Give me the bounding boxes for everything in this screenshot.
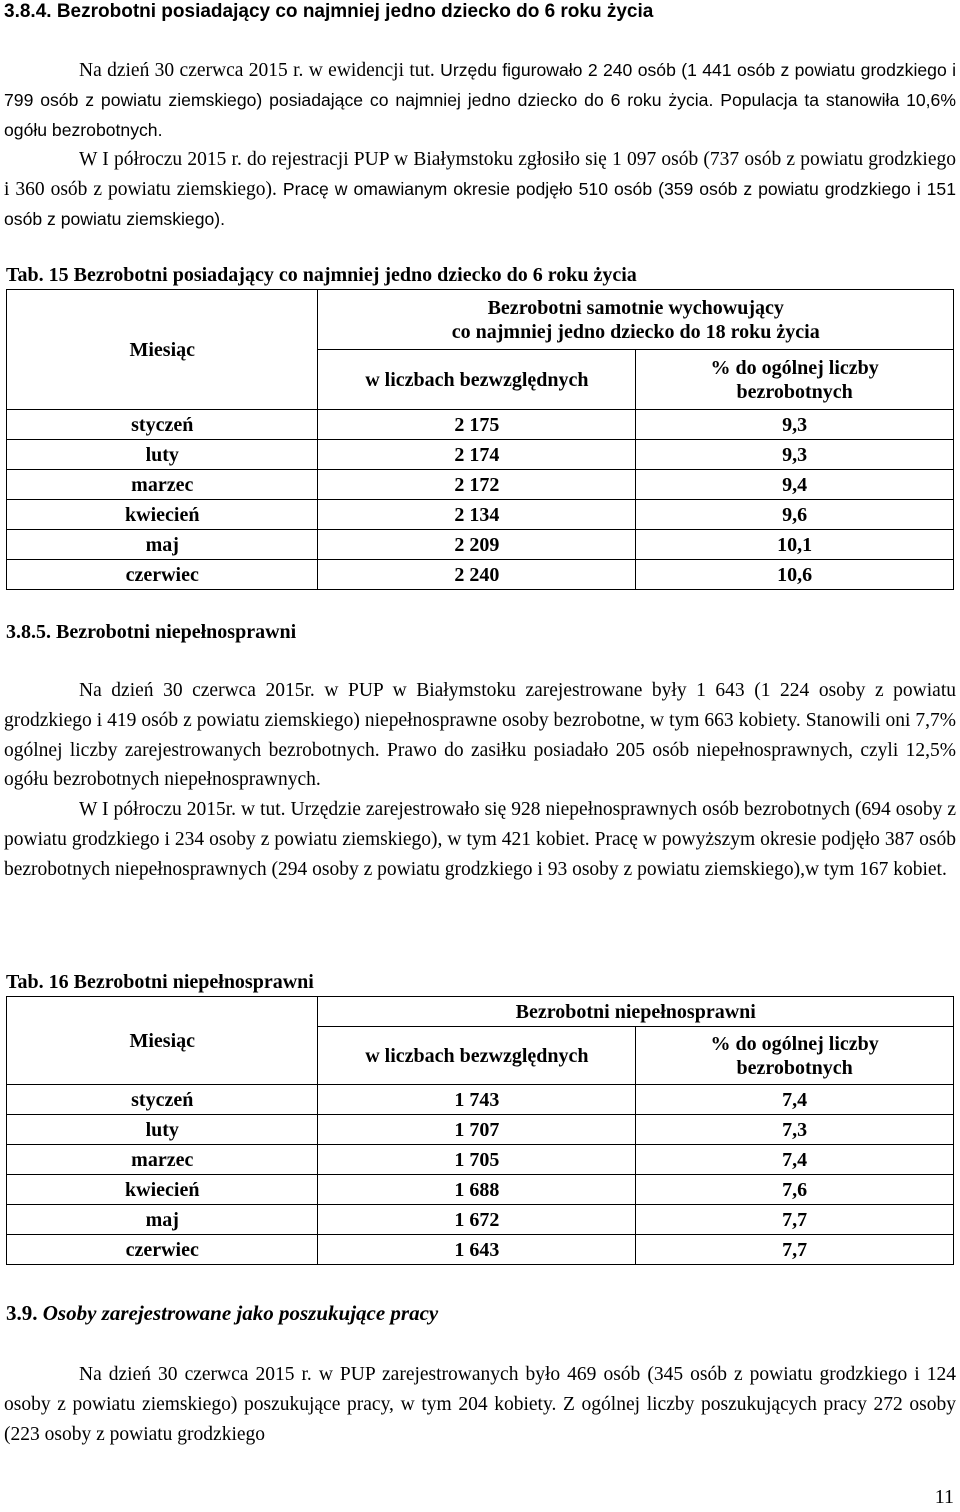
cell-absolute: 2 174	[318, 440, 636, 470]
section-number: 3.9.	[6, 1301, 43, 1325]
paragraph-text: do rejestracji PUP w Białymstoku zgłosiło się 1 097 osób (737 osób z powiatu grodzkiego i 360 osób z powiatu ziemskiego).	[4, 149, 956, 201]
cell-month: maj	[7, 530, 318, 560]
column-header-percent	[636, 350, 954, 410]
cell-absolute: 1 705	[318, 1145, 636, 1175]
table-16	[6, 996, 954, 1265]
section-3-9-body	[4, 1360, 956, 1449]
cell-percent: 10,6	[636, 560, 954, 590]
paragraph: Na dzień 30 czerwca 2015 r. w PUP zarejestrowanych było 469 osób (345 osób z powiatu grodzkiego i 124 osoby z powiatu ziemskiego) poszukujące pracy, w tym 204 kobiety. Z ogólnej liczby poszukujących pracy 272 osoby (223 osoby z powiatu grodzkiego	[4, 1364, 956, 1445]
paragraph: W I półroczu 2015r. w tut. Urzędzie zarejestrowało się 928 niepełnosprawnych osób bezrobotnych (694 osoby z powiatu grodzkiego i 234 osoby z powiatu ziemskiego), w tym 421 kobiet. Pracę w powyższym okresie podjęło 387 osób bezrobotnych niepełnosprawnych (294 osoby z powiatu grodzkiego i 93 osoby z powiatu ziemskiego),w tym 167 kobiet.	[4, 799, 956, 880]
cell-absolute: 2 172	[318, 470, 636, 500]
cell-percent: 9,6	[636, 500, 954, 530]
column-group-header	[318, 290, 954, 350]
header-line: bezrobotnych	[736, 380, 853, 403]
column-header-absolute: w liczbach bezwzględnych	[318, 350, 636, 410]
cell-month: czerwiec	[7, 560, 318, 590]
cell-percent: 7,6	[636, 1175, 954, 1205]
paragraph-lead: Na dzień 30 czerwca 2015 r. w ewidencji tut.	[79, 60, 441, 81]
cell-percent: 7,7	[636, 1235, 954, 1265]
group-header-line: Bezrobotni samotnie wychowujący	[487, 296, 784, 319]
group-header-line: co najmniej jedno dziecko do 18 roku życia	[451, 320, 820, 343]
cell-absolute: 1 743	[318, 1085, 636, 1115]
paragraph-lead: W I półroczu 2015 r.	[79, 149, 248, 171]
page-number: 11	[934, 1486, 954, 1508]
header-line: % do ogólnej liczby	[710, 356, 879, 379]
header-line: bezrobotnych	[736, 1056, 853, 1079]
cell-month: kwiecień	[7, 1175, 318, 1205]
table-15	[6, 289, 954, 590]
table-row	[7, 410, 954, 440]
paragraph	[4, 145, 956, 234]
cell-month: styczeń	[7, 1085, 318, 1115]
table-row	[7, 1205, 954, 1235]
cell-month: czerwiec	[7, 1235, 318, 1265]
cell-percent: 10,1	[636, 530, 954, 560]
table-row	[7, 530, 954, 560]
cell-month: luty	[7, 1115, 318, 1145]
table-row	[7, 1235, 954, 1265]
cell-percent: 7,7	[636, 1205, 954, 1235]
cell-month: marzec	[7, 470, 318, 500]
section-heading-3-9	[6, 1300, 438, 1326]
column-header-month: Miesiąc	[7, 290, 318, 410]
cell-absolute: 2 134	[318, 500, 636, 530]
cell-absolute: 2 240	[318, 560, 636, 590]
section-3-8-4-body	[4, 56, 956, 235]
cell-percent: 9,3	[636, 410, 954, 440]
table-row	[7, 1085, 954, 1115]
table-caption: Tab. 16 Bezrobotni niepełnosprawni	[6, 971, 314, 993]
table-row	[7, 1145, 954, 1175]
table-row	[7, 470, 954, 500]
cell-percent: 9,4	[636, 470, 954, 500]
column-header-month: Miesiąc	[7, 997, 318, 1085]
section-heading-3-8-4: 3.8.4. Bezrobotni posiadający co najmniej jedno dziecko do 6 roku życia	[4, 1, 654, 22]
cell-month: marzec	[7, 1145, 318, 1175]
cell-absolute: 1 707	[318, 1115, 636, 1145]
cell-absolute: 1 643	[318, 1235, 636, 1265]
cell-month: luty	[7, 440, 318, 470]
cell-absolute: 1 672	[318, 1205, 636, 1235]
section-heading-3-8-5: 3.8.5. Bezrobotni niepełnosprawni	[6, 621, 297, 643]
cell-percent: 7,4	[636, 1085, 954, 1115]
column-header-percent	[636, 1027, 954, 1085]
cell-month: kwiecień	[7, 500, 318, 530]
table-row	[7, 560, 954, 590]
cell-percent: 9,3	[636, 440, 954, 470]
cell-percent: 7,4	[636, 1145, 954, 1175]
paragraph	[4, 56, 956, 145]
cell-percent: 7,3	[636, 1115, 954, 1145]
header-line: % do ogólnej liczby	[710, 1032, 879, 1055]
paragraph-text: Urzędu figurowało 2 240 osób (1 441 osób z powiatu grodzkiego i 799 osób z powiatu ziemskiego) posiadające co najmniej jedno dziecko do 6 roku życia. Populacja ta stanowiła 10,6% ogółu bezrobotnych.	[4, 60, 957, 140]
table-row	[7, 1175, 954, 1205]
cell-absolute: 2 175	[318, 410, 636, 440]
paragraph: Na dzień 30 czerwca 2015r. w PUP w Białymstoku zarejestrowane były 1 643 (1 224 osoby z powiatu grodzkiego i 419 osób z powiatu ziemskiego) niepełnosprawne osoby bezrobotne, w tym 663 kobiety. Stanowili oni 7,7% ogólnej liczby zarejestrowanych bezrobotnych. Prawo do zasiłku posiadało 205 osób niepełnosprawnych, czyli 12,5% ogółu bezrobotnych niepełnosprawnych.	[4, 680, 956, 791]
section-title: Osoby zarejestrowane jako poszukujące pracy	[42, 1301, 439, 1325]
paragraph-text: Pracę w omawianym okresie podjęło 510 osób (359 osób z powiatu grodzkiego i 151 osób z powiatu ziemskiego).	[4, 179, 956, 229]
table-row	[7, 500, 954, 530]
cell-absolute: 2 209	[318, 530, 636, 560]
cell-absolute: 1 688	[318, 1175, 636, 1205]
table-row	[7, 440, 954, 470]
section-3-8-5-body	[4, 676, 956, 885]
column-group-header: Bezrobotni niepełnosprawni	[318, 997, 954, 1027]
table-row	[7, 1115, 954, 1145]
column-header-absolute: w liczbach bezwzględnych	[318, 1027, 636, 1085]
cell-month: styczeń	[7, 410, 318, 440]
table-caption: Tab. 15 Bezrobotni posiadający co najmniej jedno dziecko do 6 roku życia	[6, 264, 637, 286]
cell-month: maj	[7, 1205, 318, 1235]
